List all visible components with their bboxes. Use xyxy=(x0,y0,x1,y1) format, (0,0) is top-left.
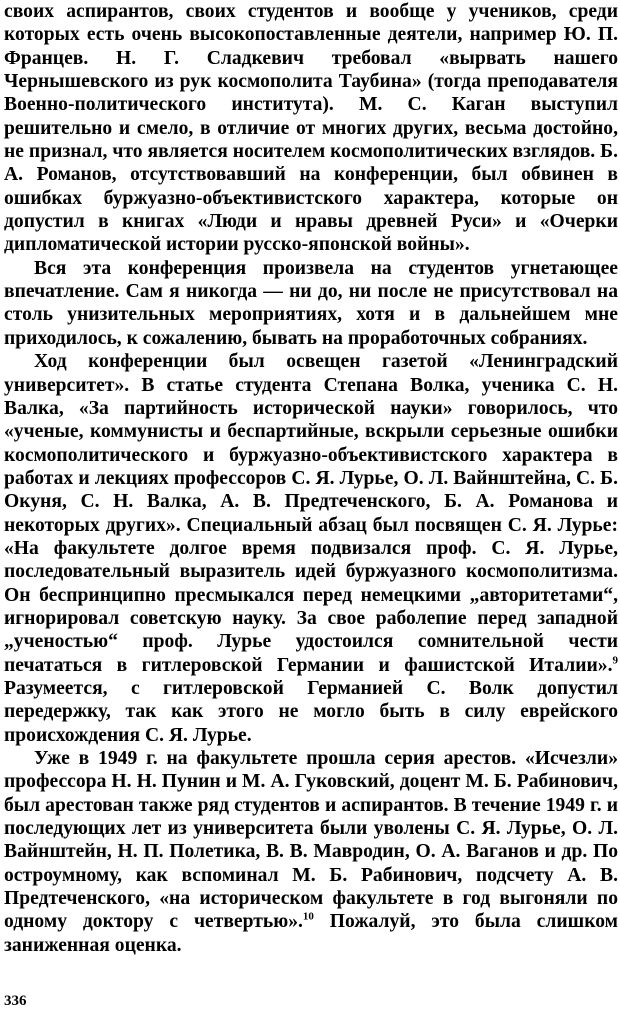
paragraph-4 xyxy=(4,747,618,957)
paragraph-3 xyxy=(4,350,618,747)
paragraph-text: своих аспирантов, своих студентов и вообще у учеников, среди которых есть очень высокопоставленные деятели, например Ю. П. Францев. Н. Г. Сладкевич требовал «вырвать нашего Чернышевского из рук космополита Таубина» (тогда преподавателя Военно-политического института). М. С. Каган выступил решительно и смело, в отличие от многих других, весьма достойно, не признал, что является носителем космополитических взглядов. Б. А. Романов, отсутствовавший на конференции, был обвинен в ошибках буржуазно-объективистского характера, которые он допустил в книгах «Люди и нравы древней Руси» и «Очерки дипломатической истории русско-японской войны». xyxy=(4,1,618,256)
paragraph-text: Вся эта конференция произвела на студентов угнетающее впечатление. Сам я никогда — ни до, ни после не присутствовал на столь унизительных мероприятиях, хотя и в дальнейшем мне приходилось, к сожалению, бывать на проработочных собраниях. xyxy=(4,257,618,349)
paragraph-text: Уже в 1949 г. на факультете прошла серия арестов. «Исчезли» профессора Н. Н. Пунин и М. А. Гуковский, доцент М. Б. Рабинович, был арестован также ряд студентов и аспирантов. В течение 1949 г. и последующих лет из университета были уволены С. Я. Лурье, О. Л. Вайнштейн, Н. П. Полетика, В. В. Мавродин, О. А. Ваганов и др. По остроумному, как вспоминал М. Б. Рабинович, подсчету А. В. Предтеченского, «на историческом факультете в год выгоняли по одному доктору с четвертью». xyxy=(4,748,618,933)
paragraph-1 xyxy=(4,0,618,257)
page-number: 336 xyxy=(4,993,27,1009)
paragraph-text: Ход конференции был освещен газетой «Ленинградский университет». В статье студента Степана Волка, ученика С. Н. Валка, «За партийность исторической науки» говорилось, что «ученые, коммунисты и беспартийные, вскрыли серьезные ошибки космополитического и буржуазно-объективистского характера в работах и лекциях профессоров С. Я. Лурье, О. Л. Вайнштейна, С. Б. Окуня, С. Н. Валка, А. В. Предтеченского, Б. А. Романова и некоторых других». Специальный абзац был посвящен С. Я. Лурье: «На факультете долгое время подвизался проф. С. Я. Лурье, последовательный выразитель идей буржуазного космополитизма. Он беспринципно пресмыкался перед немецкими „авторитетами“, игнорировал советскую науку. За свое раболепие перед западной „ученостью“ проф. Лурье удостоился сомнительной чести печататься в гитлеровской Германии и фашистской Италии». xyxy=(4,351,618,676)
paragraph-text: Разумеется, с гитлеровской Германией С. Волк допустил передержку, так как этого не могло быть в силу еврейского происхождения С. Я. Лурье. xyxy=(4,677,618,746)
footnote-marker: 9 xyxy=(612,654,618,667)
paragraph-2 xyxy=(4,257,618,350)
footnote-marker: 10 xyxy=(302,910,314,923)
paragraph-text: Пожалуй, это была слишком заниженная оценка. xyxy=(4,911,618,956)
body-text xyxy=(4,0,618,957)
